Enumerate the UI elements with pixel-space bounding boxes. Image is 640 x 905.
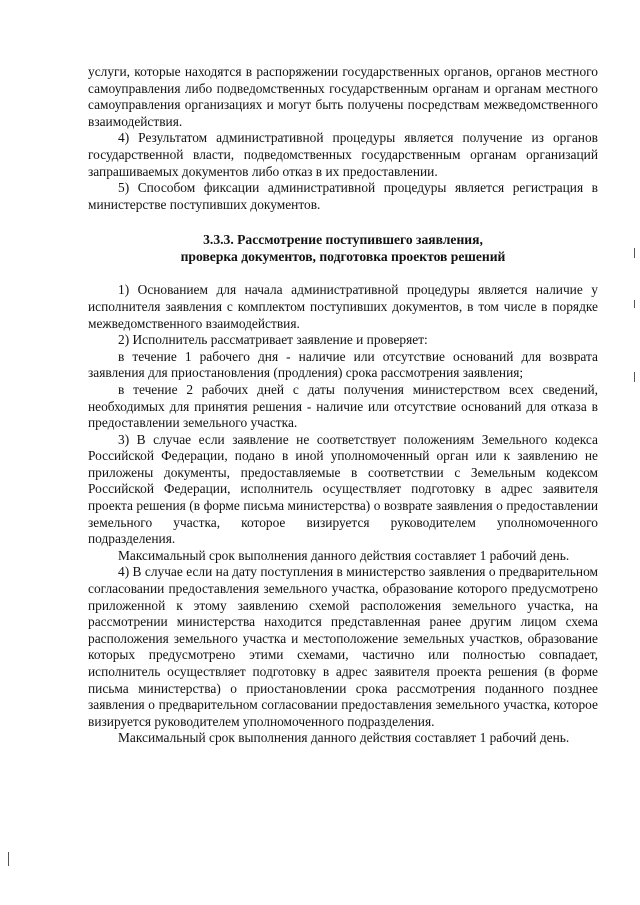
section-heading-line-2: проверка документов, подготовка проектов решений <box>180 249 506 265</box>
document-body <box>88 64 598 747</box>
paragraph-top-3: 5) Способом фиксации административной процедуры является регистрация в министерстве поступивших документов. <box>88 180 598 212</box>
scan-edge-mark <box>634 248 635 258</box>
section-heading <box>88 231 598 265</box>
paragraph-3: в течение 1 рабочего дня - наличие или отсутствие оснований для возврата заявления для приостановления (продления) срока рассмотрения заявления; <box>88 348 598 381</box>
paragraph-top-2: 4) Результатом административной процедуры является получение из органов государственной власти, подведомственных государственным органам организаций запрашиваемых документов либо отказ в их предоставлении. <box>88 130 598 179</box>
paragraph-2: 2) Исполнитель рассматривает заявление и проверяет: <box>118 332 428 348</box>
scan-edge-mark <box>8 852 9 866</box>
section-heading-line-1: 3.3.3. Рассмотрение поступившего заявления, <box>203 232 483 248</box>
paragraph-1: 1) Основанием для начала административной процедуры является наличие у исполнителя заявления с комплектом поступивших документов, в том числе в порядке межведомственного взаимодействия. <box>88 282 598 331</box>
scan-edge-mark <box>634 372 635 382</box>
paragraph-4: в течение 2 рабочих дней с даты получения министерством всех сведений, необходимых для принятия решения - наличие или отсутствие оснований для отказа в предоставлении земельного участка. <box>88 381 598 431</box>
paragraph-8: Максимальный срок выполнения данного действия составляет 1 рабочий день. <box>118 730 570 746</box>
paragraph-5: 3) В случае если заявление не соответствует положениям Земельного кодекса Российской Федерации, подано в иной уполномоченный орган или к заявлению не приложены документы, предоставляемые в соответствии с Земельным кодексом Российской Федерации, исполнитель осуществляет подготовку в адрес заявителя проекта решения (в форме письма министерства) о возврате заявления о предоставлении земельного участка, которое визируется руководителем уполномоченного подразделения. <box>88 431 598 547</box>
paragraph-6: Максимальный срок выполнения данного действия составляет 1 рабочий день. <box>118 547 570 563</box>
scan-edge-mark <box>634 300 635 308</box>
paragraph-7: 4) В случае если на дату поступления в министерство заявления о предварительном согласовании предоставления земельного участка, образование которого предусмотрено приложенной к этому заявлению схемой расположения земельного участка, на рассмотрении министерства находится представленная ранее другим лицом схема расположения земельного участка и местоположение земельных участков, образование которых предусмотрено этими схемами, частично или полностью совпадает, исполнитель осуществляет подготовку в адрес заявителя проекта решения (в форме письма министерства) о приостановлении срока рассмотрения поданного позднее заявления о предварительном согласовании предоставления земельного участка, которое визируется руководителем уполномоченного подразделения. <box>88 564 598 729</box>
paragraph-top-1: услуги, которые находятся в распоряжении государственных органов, органов местного самоуправления либо подведомственных государственным органам и органам местного самоуправления организациях и могут быть получены посредствам межведомственного взаимодействия. <box>88 64 598 129</box>
